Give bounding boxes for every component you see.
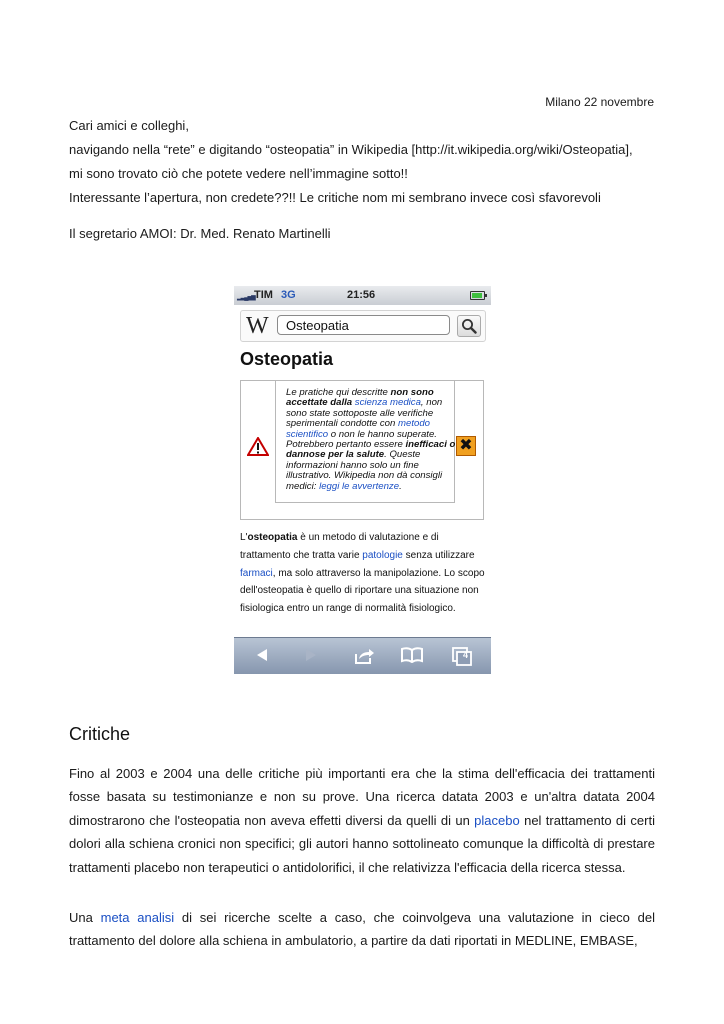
link-farmaci[interactable]: farmaci bbox=[240, 567, 273, 579]
link-patologie[interactable]: patologie bbox=[362, 549, 403, 561]
wikipedia-logo: W bbox=[246, 313, 269, 339]
bookmarks-icon[interactable] bbox=[401, 647, 423, 663]
letter-date: Milano 22 novembre bbox=[545, 95, 654, 109]
link-placebo[interactable]: placebo bbox=[474, 812, 520, 828]
link-meta-analisi[interactable]: meta analisi bbox=[100, 910, 175, 925]
letter-body bbox=[69, 114, 669, 210]
disclaimer-text: Le pratiche qui descritte non sono accettate dalla scienza medica, non sono state sottoposte alle verifiche sperimentali condotte con metodo scientifico o non le hanno superate. Potrebbero pertanto essere inefficaci o dannose per la salute. Queste informazioni hanno solo un fine illustrativo. Wikipedia non dà consigli medici: leggi le avvertenze. bbox=[286, 387, 456, 492]
signal-icon: ▂▃▄▅▆ bbox=[237, 295, 255, 301]
battery-icon bbox=[470, 291, 485, 300]
tabs-icon[interactable] bbox=[452, 647, 472, 666]
letter-line: navigando nella “rete” e digitando “osteopatia” in Wikipedia [http://it.wikipedia.org/wiki/Osteopatia], bbox=[69, 142, 633, 157]
status-time: 21:56 bbox=[347, 289, 376, 301]
share-icon[interactable] bbox=[353, 647, 375, 665]
search-bar bbox=[240, 310, 486, 342]
carrier-label: TIM bbox=[254, 289, 273, 301]
status-bar bbox=[234, 286, 491, 305]
section-heading: Critiche bbox=[69, 724, 131, 744]
letter-line: Interessante l’apertura, non credete??!! Le critiche nom mi sembrano invece così sfavorevoli bbox=[69, 190, 601, 205]
paragraph: Fino al 2003 e 2004 una delle critiche più importanti era che la stima dell'efficacia dei trattamenti fosse basata su testimonianze e non su prove. Una ricerca datata 2003 e un'altra datata 2004 dimostrarono che l'osteopatia non aveva effetti diversi da quelli di un placebo nel trattamento di certi dolori alla schiena cronici non specifici; gli autori hanno sottolineato comunque la difficoltà di prestare trattamenti placebo non terapeutici o antidolorifici, il che relativizza l'efficacia della ricerca stessa. bbox=[69, 766, 655, 875]
letter-line: mi sono trovato ciò che potete vedere nell’immagine sotto!! bbox=[69, 166, 408, 181]
back-arrow-icon[interactable] bbox=[254, 647, 270, 663]
letter-greeting: Cari amici e colleghi, bbox=[69, 118, 189, 133]
search-icon bbox=[461, 318, 477, 334]
browser-toolbar bbox=[234, 637, 491, 674]
tabs-count: 4 bbox=[463, 650, 469, 660]
network-label: 3G bbox=[281, 289, 296, 301]
search-button[interactable] bbox=[457, 315, 481, 337]
wikipedia-mobile-screenshot bbox=[234, 286, 491, 674]
paragraph: Una meta analisi di sei ricerche scelte a caso, che coinvolgeva una valutazione in cieco del trattamento del dolore alla schiena in ambulatorio, a partire da dati riportati in MEDLINE, EMBASE, bbox=[69, 910, 656, 949]
dismiss-icon[interactable]: ✖ bbox=[456, 436, 476, 456]
forward-arrow-icon[interactable] bbox=[303, 647, 319, 663]
link-scienza-medica[interactable]: scienza medica bbox=[354, 397, 421, 409]
page-title: Osteopatia bbox=[240, 349, 334, 369]
medical-disclaimer-box bbox=[240, 380, 484, 520]
article-intro: L'osteopatia è un metodo di valutazione e di trattamento che tratta varie patologie senza utilizzare farmaci, ma solo attraverso la manipolazione. Lo scopo dell'osteopatia è quello di riportare una situazione non fisiologica entro un range di normalità fisiologico. bbox=[240, 532, 485, 615]
warning-icon bbox=[247, 437, 269, 456]
letter-signature: Il segretario AMOI: Dr. Med. Renato Martinelli bbox=[69, 226, 331, 241]
link-metodo-scientifico[interactable]: metodo scientifico bbox=[286, 418, 430, 440]
search-input[interactable]: Osteopatia bbox=[277, 315, 450, 335]
link-avvertenze[interactable]: leggi le avvertenze bbox=[319, 480, 400, 492]
